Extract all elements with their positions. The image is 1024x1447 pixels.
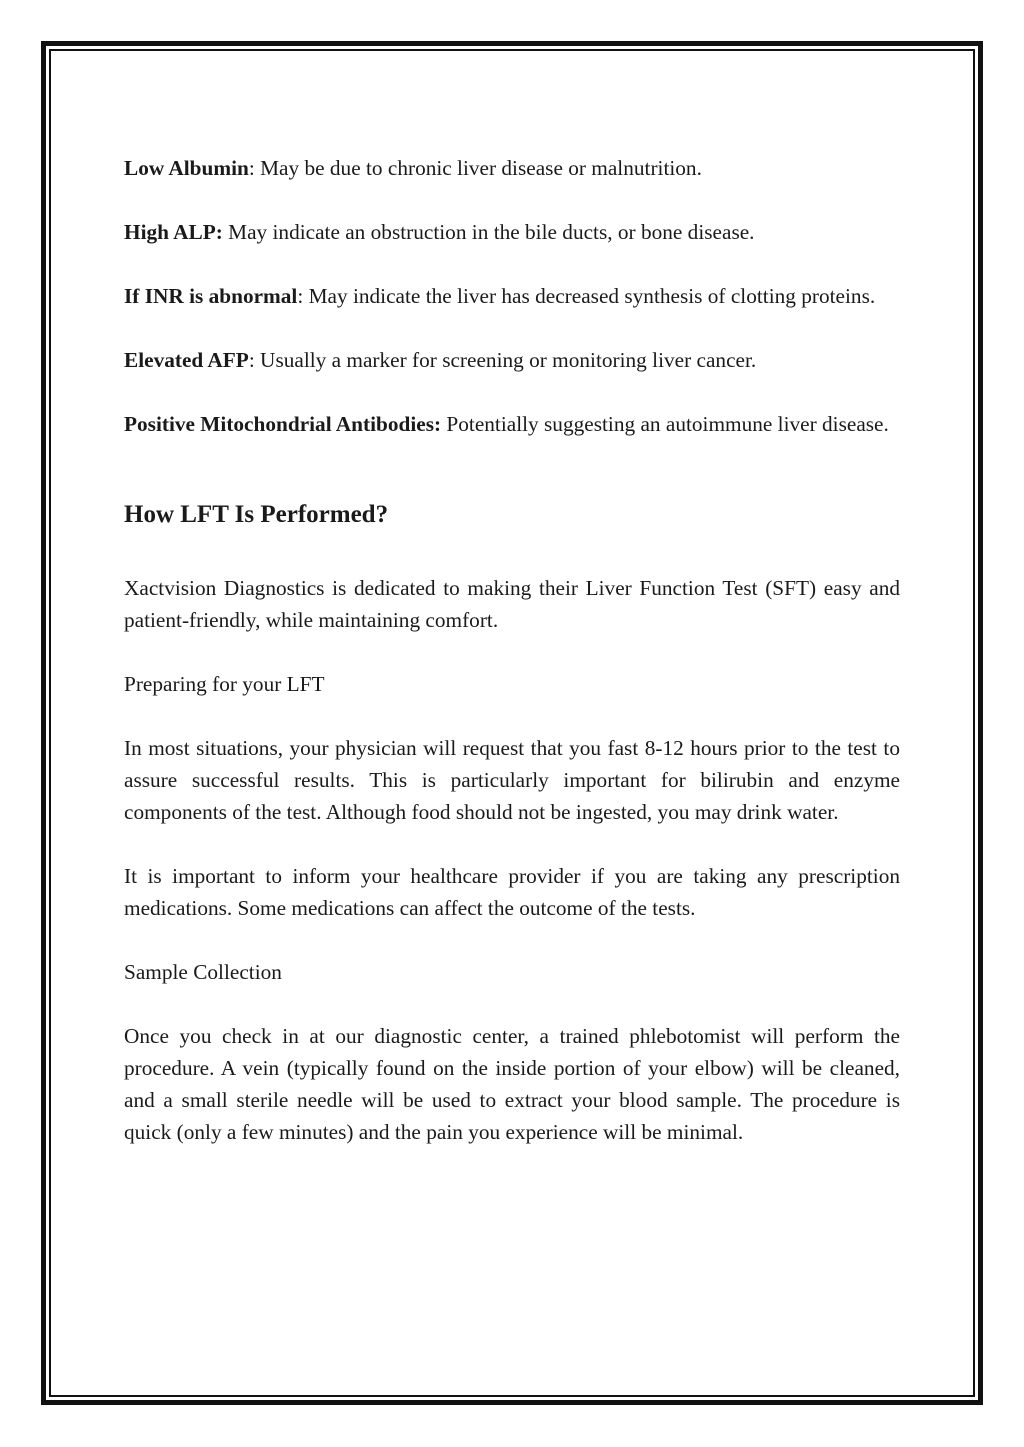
finding-description: Usually a marker for screening or monitoring liver cancer. [254, 348, 757, 372]
finding-term: If INR is abnormal [124, 284, 298, 308]
finding-low-albumin [124, 152, 900, 184]
finding-term: Positive Mitochondrial Antibodies: [124, 412, 442, 436]
finding-separator: : [248, 348, 255, 372]
finding-inr-abnormal [124, 280, 900, 312]
finding-separator: : [297, 284, 304, 308]
sample-paragraph: Once you check in at our diagnostic center, a trained phlebotomist will perform the procedure. A vein (typically found on the inside portion of your elbow) will be cleaned, and a small sterile needle will be used to extract your blood sample. The procedure is quick (only a few minutes) and the pain you experience will be minimal. [124, 1024, 900, 1144]
finding-high-alp [124, 216, 900, 248]
preparing-paragraph-medications: It is important to inform your healthcare provider if you are taking any prescription medications. Some medications can affect the outcome of the tests. [124, 864, 900, 920]
finding-term: High ALP: [124, 220, 223, 244]
finding-description: May be due to chronic liver disease or malnutrition. [254, 156, 702, 180]
section-heading: How LFT Is Performed? [124, 501, 389, 528]
preparing-paragraph-fasting: In most situations, your physician will request that you fast 8-12 hours prior to the test to assure successful results. This is particularly important for bilirubin and enzyme components of the test. Although food should not be ingested, you may drink water. [124, 736, 900, 824]
preparing-subtitle: Preparing for your LFT [124, 672, 325, 696]
sample-subtitle: Sample Collection [124, 960, 282, 984]
finding-term: Elevated AFP [124, 348, 249, 372]
finding-description: May indicate the liver has decreased synthesis of clotting proteins. [303, 284, 876, 308]
finding-description: May indicate an obstruction in the bile ducts, or bone disease. [222, 220, 755, 244]
finding-description: Potentially suggesting an autoimmune liver disease. [441, 412, 889, 436]
finding-elevated-afp [124, 344, 900, 376]
intro-paragraph: Xactvision Diagnostics is dedicated to making their Liver Function Test (SFT) easy and patient-friendly, while maintaining comfort. [124, 576, 900, 632]
finding-term: Low Albumin [124, 156, 249, 180]
finding-mitochondrial-antibodies [124, 408, 900, 440]
finding-separator: : [248, 156, 255, 180]
document-body [124, 152, 900, 1148]
